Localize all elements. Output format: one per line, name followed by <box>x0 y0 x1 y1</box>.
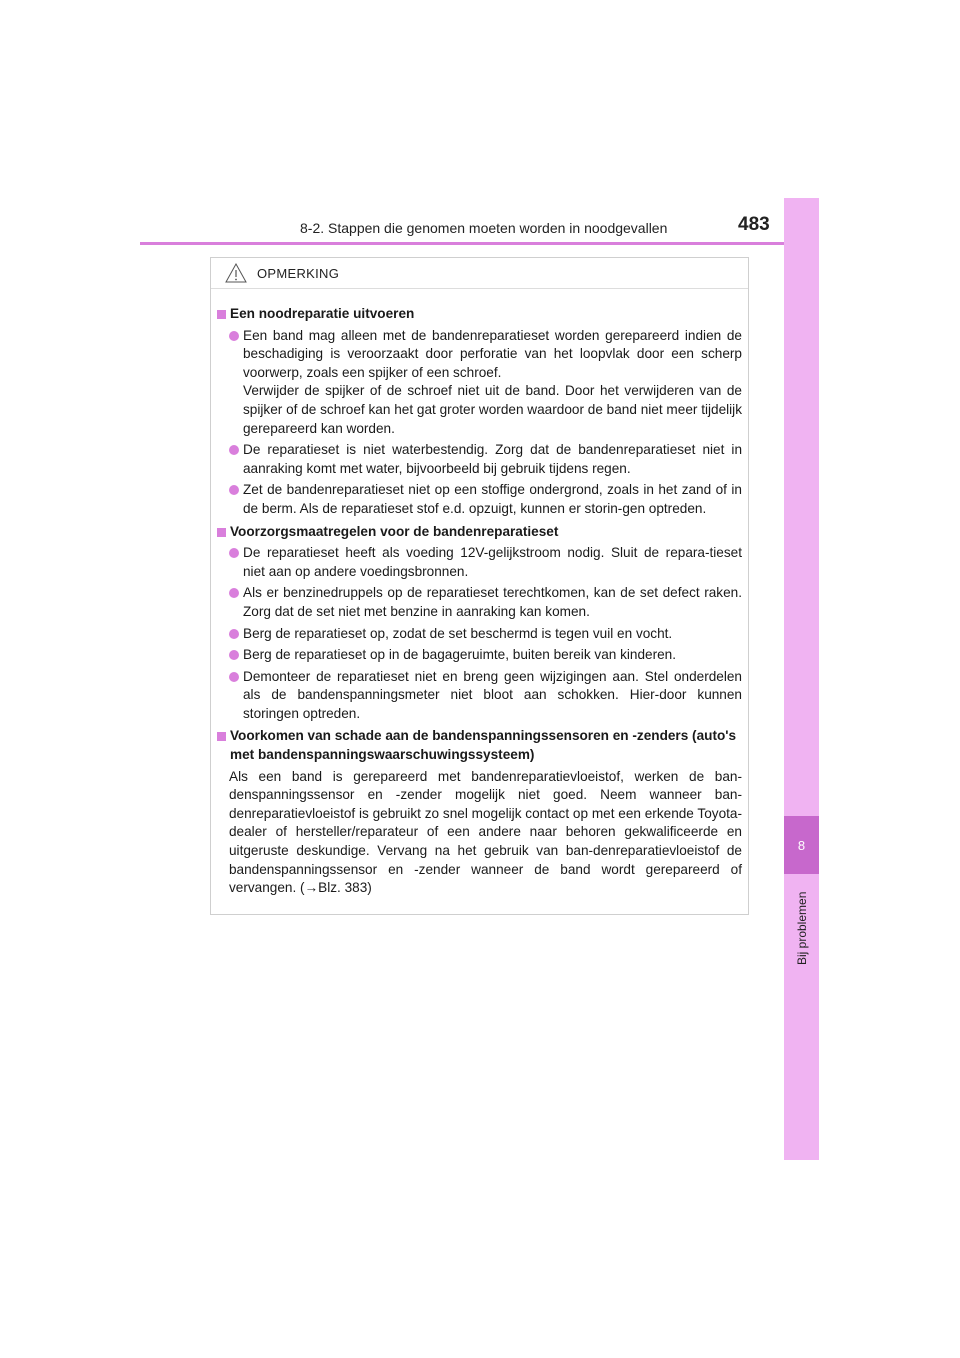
section-heading <box>217 305 742 324</box>
section-paragraph: Als een band is gerepareerd met bandenreparatievloeistof, werken de ban-denspanningssensor en -zender mogelijk niet goed. Neem wanneer ban-denreparatievloeistof is gebruikt zo snel mogelijk contact op met een erkende Toyota-dealer of hersteller/reparateur of een andere naar behoren gekwalificeerde en uitgeruste deskundige. Vervang na het gebruik van ban-denreparatievloeistof de bandenspanningssensor en -zender wanneer de band wordt gerepareerd of vervangen. (→Blz. 383) <box>229 768 742 896</box>
chapter-label: Bij problemen <box>795 891 809 965</box>
bullet-dot-icon <box>229 650 239 660</box>
list-item <box>217 584 742 621</box>
square-bullet-icon <box>217 732 226 741</box>
section-heading-text: Voorkomen van schade aan de bandenspanningssensoren en -zenders (auto's met bandenspanningswaarschuwingssysteem) <box>230 728 737 763</box>
notice-title: OPMERKING <box>257 265 340 281</box>
list-item-text: De reparatieset is niet waterbestendig. Zorg dat de bandenreparatieset niet in aanraking komt met water, bijvoorbeeld bij gebruik tijdens regen. <box>243 442 742 476</box>
section-heading <box>217 727 742 764</box>
list-item-text: Berg de reparatieset op in de bagageruimte, buiten bereik van kinderen. <box>243 647 677 663</box>
chapter-number: 8 <box>784 816 819 874</box>
bullet-dot-icon <box>229 331 239 341</box>
list-item <box>217 625 742 644</box>
notice-box <box>210 257 749 915</box>
bullet-dot-icon <box>229 548 239 558</box>
section-heading <box>217 523 742 542</box>
header-divider <box>140 242 818 245</box>
square-bullet-icon <box>217 310 226 319</box>
list-item-text: De reparatieset heeft als voeding 12V-gelijkstroom nodig. Sluit de repara-tieset niet aan op andere voedingsbronnen. <box>243 545 742 579</box>
warning-triangle-icon <box>225 263 247 283</box>
bullet-dot-icon <box>229 629 239 639</box>
list-item <box>217 646 742 665</box>
list-item <box>217 668 742 724</box>
bullet-dot-icon <box>229 672 239 682</box>
chapter-side-tab <box>784 198 819 1160</box>
list-item <box>217 441 742 478</box>
bullet-dot-icon <box>229 485 239 495</box>
list-item-text: Als er benzinedruppels op de reparatieset terechtkomen, kan de set defect raken. Zorg dat de set niet met benzine in aanraking kan komen. <box>243 585 742 619</box>
list-item <box>217 327 742 439</box>
list-item <box>217 481 742 518</box>
square-bullet-icon <box>217 528 226 537</box>
notice-header <box>211 258 748 289</box>
bullet-dot-icon <box>229 588 239 598</box>
page-number: 483 <box>738 214 770 235</box>
list-item-continuation: Verwijder de spijker of de schroef niet uit de band. Door het verwijderen van de spijker of de schroef kan het gat groter worden waardoor de band niet meer tijdelijk gerepareerd kan worden. <box>243 383 742 436</box>
section-title: 8-2. Stappen die genomen moeten worden in noodgevallen <box>300 220 668 236</box>
list-item-text: Een band mag alleen met de bandenreparatieset worden gerepareerd indien de beschadiging is veroorzaakt door perforatie van het loopvlak door een scherp voorwerp, zoals een spijker of een schroef. <box>243 327 742 380</box>
notice-body <box>211 289 748 898</box>
list-item-text: Berg de reparatieset op, zodat de set beschermd is tegen vuil en vocht. <box>243 625 673 641</box>
list-item-text: Zet de bandenreparatieset niet op een stoffige ondergrond, zoals in het zand of in de berm. Als de reparatieset stof e.d. opzuigt, kunnen er storin-gen optreden. <box>243 482 742 516</box>
list-item-text: Demonteer de reparatieset niet en breng geen wijzigingen aan. Stel onderdelen als de bandenspanningsmeter niet bloot aan schokken. Hier-door kunnen storingen optreden. <box>243 668 742 721</box>
section-heading-text: Een noodreparatie uitvoeren <box>230 306 415 321</box>
section-heading-text: Voorzorgsmaatregelen voor de bandenreparatieset <box>230 523 559 539</box>
list-item <box>217 544 742 581</box>
bullet-dot-icon <box>229 445 239 455</box>
